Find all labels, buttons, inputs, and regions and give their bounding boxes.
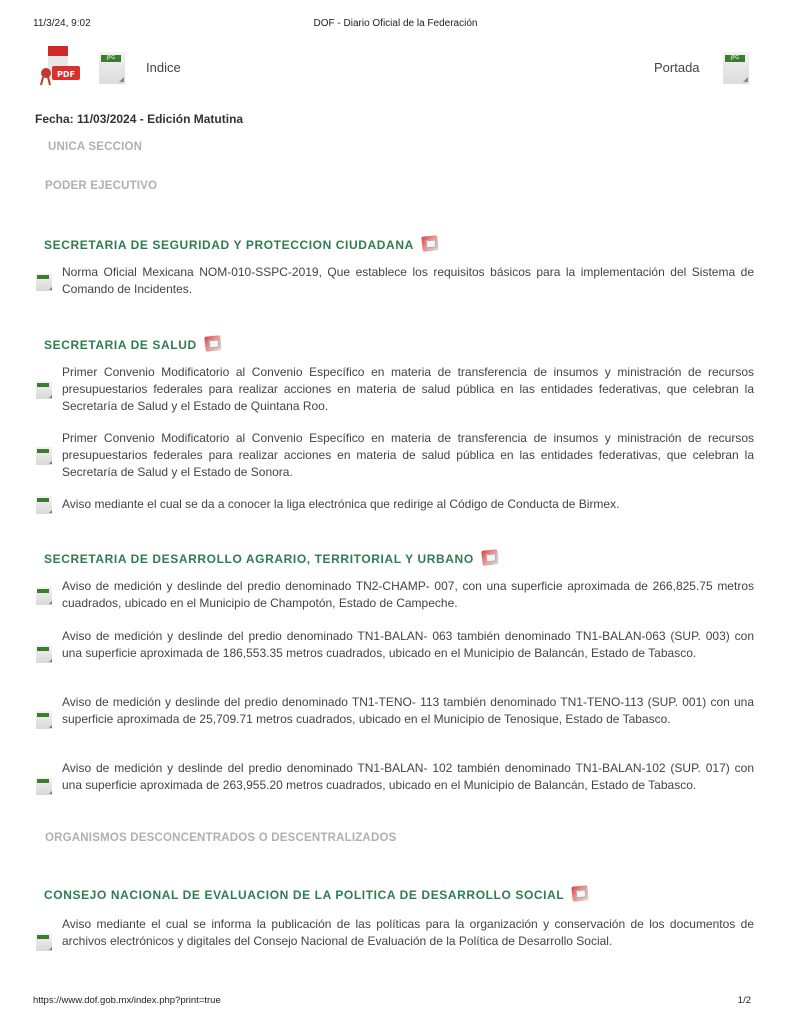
print-page-title: DOF - Diario Oficial de la Federación bbox=[313, 18, 478, 29]
pdf-section-icon[interactable] bbox=[572, 885, 589, 902]
group-heading bbox=[44, 336, 221, 352]
group-title: SECRETARIA DE SEGURIDAD Y PROTECCION CIUDADANA bbox=[44, 238, 414, 252]
group-heading bbox=[44, 886, 588, 902]
list-item[interactable]: Aviso de medición y deslinde del predio denominado TN1-BALAN- 102 también denominado TN1-BALAN-102 (SUP. 017) con una superficie aproximada de 263,955.20 metros cuadrados, ubicado en el Municipio de Balancán, Estado de Tabasco. bbox=[62, 761, 754, 792]
portada-link[interactable]: Portada bbox=[654, 60, 700, 75]
indice-link[interactable]: Indice bbox=[146, 60, 181, 75]
list-item[interactable]: Norma Oficial Mexicana NOM-010-SSPC-2019, Que establece los requisitos básicos para la implementación del Sistema de Comando de Incidentes. bbox=[62, 265, 754, 296]
group-title: CONSEJO NACIONAL DE EVALUACION DE LA POLITICA DE DESARROLLO SOCIAL bbox=[44, 888, 565, 902]
pdf-section-icon[interactable] bbox=[204, 335, 221, 352]
document-icon[interactable] bbox=[36, 273, 52, 291]
list-item[interactable]: Primer Convenio Modificatorio al Convenio Específico en materia de transferencia de insumos y ministración de recursos presupuestarios federales para realizar acciones en materia de salud pública en las entidades federativas, que celebran la Secretaría de Salud y el Estado de Sonora. bbox=[62, 431, 754, 479]
document-icon[interactable] bbox=[36, 933, 52, 951]
section-organismos: ORGANISMOS DESCONCENTRADOS O DESCENTRALIZADOS bbox=[45, 832, 397, 844]
list-item[interactable]: Primer Convenio Modificatorio al Convenio Específico en materia de transferencia de insumos y ministración de recursos presupuestarios federales para realizar acciones en materia de salud pública en las entidades federativas, que celebran la Secretaría de Salud y el Estado de Quintana Roo. bbox=[62, 365, 754, 413]
print-url: https://www.dof.gob.mx/index.php?print=true bbox=[33, 995, 221, 1006]
document-icon[interactable] bbox=[36, 645, 52, 663]
group-title: SECRETARIA DE DESARROLLO AGRARIO, TERRITORIAL Y URBANO bbox=[44, 552, 474, 566]
jpg-tag: JPG bbox=[101, 55, 121, 62]
document-icon[interactable] bbox=[36, 711, 52, 729]
group-heading bbox=[44, 236, 438, 252]
list-item[interactable]: Aviso de medición y deslinde del predio denominado TN1-TENO- 113 también denominado TN1-TENO-113 (SUP. 001) con una superficie aproximada de 25,709.71 metros cuadrados, ubicado en el Municipio de Tenosique, Estado de Tabasco. bbox=[62, 695, 754, 726]
list-item[interactable]: Aviso mediante el cual se da a conocer la liga electrónica que redirige al Código de Conducta de Birmex. bbox=[62, 497, 620, 511]
list-item[interactable]: Aviso mediante el cual se informa la publicación de las políticas para la organización y conservación de los documentos de archivos electrónicos y digitales del Consejo Nacional de Evaluación de la Política de Desarrollo Social. bbox=[62, 917, 754, 948]
document-icon[interactable] bbox=[36, 496, 52, 514]
group-heading bbox=[44, 550, 498, 566]
pdf-icon-label: PDF bbox=[57, 70, 75, 79]
jpg-portada-icon[interactable] bbox=[723, 52, 749, 84]
list-item[interactable]: Aviso de medición y deslinde del predio denominado TN1-BALAN- 063 también denominado TN1-BALAN-063 (SUP. 003) con una superficie aproximada de 186,553.35 metros cuadrados, ubicado en el Municipio de Balancán, Estado de Tabasco. bbox=[62, 629, 754, 660]
print-date: 11/3/24, 9:02 bbox=[33, 18, 91, 29]
pdf-section-icon[interactable] bbox=[421, 235, 438, 252]
section-poder-ejecutivo: PODER EJECUTIVO bbox=[45, 180, 158, 192]
jpg-tag: JPG bbox=[725, 55, 745, 62]
pdf-download-icon[interactable] bbox=[38, 44, 82, 86]
document-icon[interactable] bbox=[36, 447, 52, 465]
document-icon[interactable] bbox=[36, 381, 52, 399]
pdf-section-icon[interactable] bbox=[481, 549, 498, 566]
group-title: SECRETARIA DE SALUD bbox=[44, 338, 197, 352]
edition-date: Fecha: 11/03/2024 - Edición Matutina bbox=[35, 112, 244, 126]
document-icon[interactable] bbox=[36, 777, 52, 795]
document-icon[interactable] bbox=[36, 587, 52, 605]
list-item[interactable]: Aviso de medición y deslinde del predio denominado TN2-CHAMP- 007, con una superficie aproximada de 266,825.75 metros cuadrados, ubicado en el Municipio de Champotón, Estado de Campeche. bbox=[62, 579, 754, 610]
section-unica: UNICA SECCION bbox=[48, 141, 143, 153]
print-page-number: 1/2 bbox=[737, 995, 751, 1006]
jpg-indice-icon[interactable] bbox=[99, 52, 125, 84]
